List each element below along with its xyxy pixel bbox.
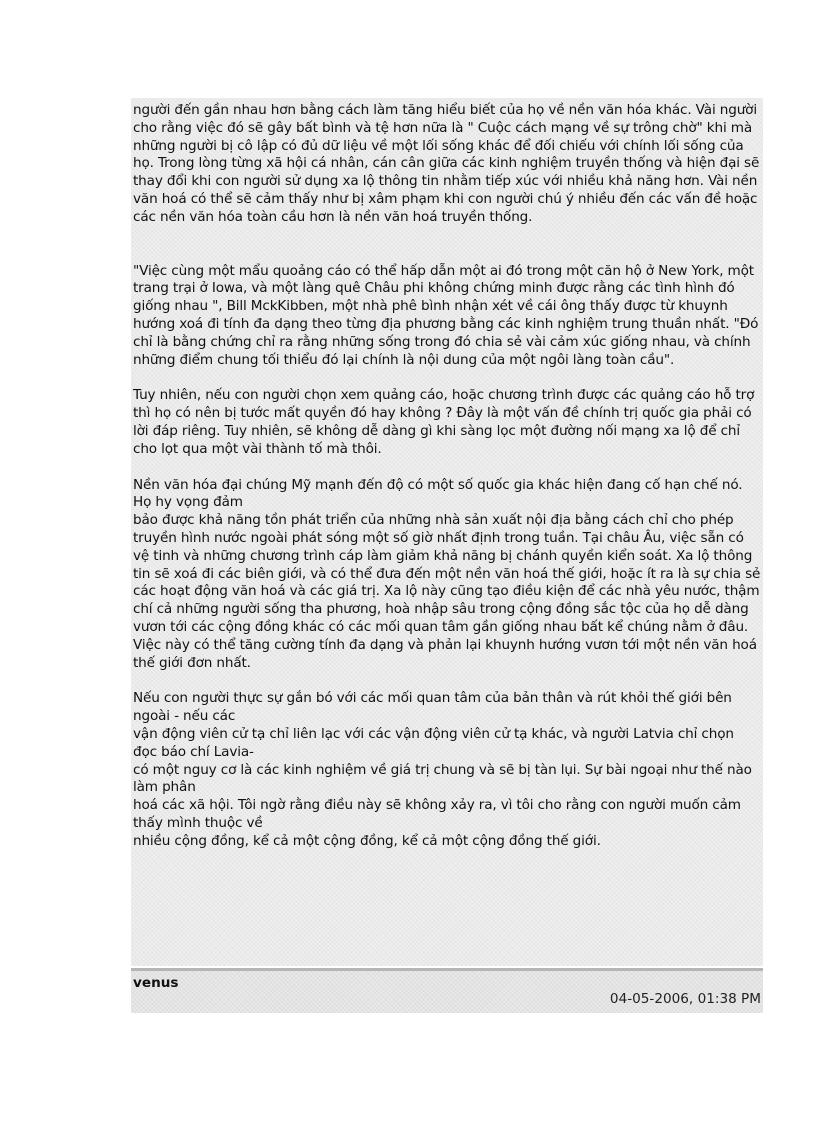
post-paragraph: Tuy nhiên, nếu con người chọn xem quảng cáo, hoặc chương trình được các quảng cáo hỗ trợ thì họ có nên bị tước mất quyền đó hay không ? Đây là một vấn đề chính trị quốc gia phải có lời đáp riêng. Tuy nhiên, sẽ không dễ dàng gì khi sàng lọc một đường nối mạng xa lộ để chỉ cho lọt qua một vài thành tố mà thôi. <box>133 387 755 457</box>
post-footer <box>131 971 763 1013</box>
post-paragraph: Nền văn hóa đại chúng Mỹ mạnh đến độ có một số quốc gia khác hiện đang cố hạn chế nó. Họ hy vọng đảm bảo được khả năng tồn phát triển của những nhà sản xuất nội địa bằng cách chỉ cho phép truyền hình nước ngoài phát sóng một số giờ nhất định trong tuần. Tại châu Âu, việc sẵn có vệ tinh và những chương trình cáp làm giảm khả năng bị chánh quyền kiển soát. Xa lộ thông tin sẽ xoá đi các biên giới, và có thể đưa đến một nền văn hoá thế giới, hoặc ít ra là sự chia sẻ các hoạt động văn hoá và các giá trị. Xa lộ này cũng tạo điều kiện để các nhà yêu nước, thậm chí cả những người sống tha phương, hoà nhập sâu trong cộng đồng sắc tộc của họ dễ dàng vươn tới các cộng đồng khác có các mối quan tâm gần giống nhau bất kể chúng nằm ở đâu. Việc này có thể tăng cường tính đa dạng và phản lại khuynh hướng vươn tới một nền văn hoá thế giới đơn nhất. <box>133 476 761 671</box>
post-paragraph: "Việc cùng một mẩu quoảng cáo có thể hấp dẫn một ai đó trong một căn hộ ở New York, một trang trại ở Iowa, và một làng quê Châu phi không chứng minh được rằng các tình hình đó giống nhau ", Bill MckKibben, một nhà phê bình nhận xét về cái ông thấy được từ khuynh hướng xoá đi tính đa dạng theo từng địa phương bằng các kinh nghiệm trung thuần nhất. "Đó chỉ là bằng chứng chỉ ra rằng những sống trong đó chia sẻ vài cảm xúc giống nhau, và chính những điểm chung tối thiểu đó lại chính là nội dung của một ngôi làng toàn cầu". <box>133 262 759 368</box>
paragraph-gap <box>133 369 761 387</box>
paragraph-gap <box>133 459 761 477</box>
post-timestamp: 04-05-2006, 01:38 PM <box>609 991 761 1007</box>
paragraph-gap <box>133 672 761 690</box>
post-paragraph: người đến gần nhau hơn bằng cách làm tăng hiểu biết của họ về nền văn hóa khác. Vài người cho rằng việc đó sẽ gây bất bình và tệ hơn nữa là " Cuộc cách mạng về sự trông chờ" khi mà những người bị cô lập có đủ dữ liệu về một lối sống khác để đối chiếu với chính lối sống của họ. Trong lòng từng xã hội cá nhân, cán cân giữa các kinh nghiệm truyền thống và hiện đại sẽ thay đổi khi con người sử dụng xa lộ thông tin nhằm tiếp xúc với nhiều khả năng hơn. Vài nền văn hoá có thể sẽ cảm thấy như bị xâm phạm khi con người chú ý nhiều đến các vấn đề hoặc các nền văn hóa toàn cầu hơn là nền văn hoá truyền thống. <box>133 102 760 225</box>
post-author-username[interactable]: venus <box>133 975 179 991</box>
post-paragraph: Nếu con người thực sự gắn bó với các mối quan tâm của bản thân và rút khỏi thế giới bên ngoài - nếu các vận động viên cử tạ chỉ liên lạc với các vận động viên cử tạ khác, và người Latvia chỉ chọn đọc báo chí Lavia- có một nguy cơ là các kinh nghiệm về giá trị chung và sẽ bị tàn lụi. Sự bài ngoại như thế nào làm phân hoá các xã hội. Tôi ngờ rằng điều này sẽ không xảy ra, vì tôi cho rằng con người muốn cảm thấy mình thuộc về nhiều cộng đồng, kể cả một cộng đồng, kể cả một cộng đồng thế giới. <box>133 690 752 849</box>
post-body <box>131 98 763 966</box>
paragraph-gap <box>133 227 761 263</box>
